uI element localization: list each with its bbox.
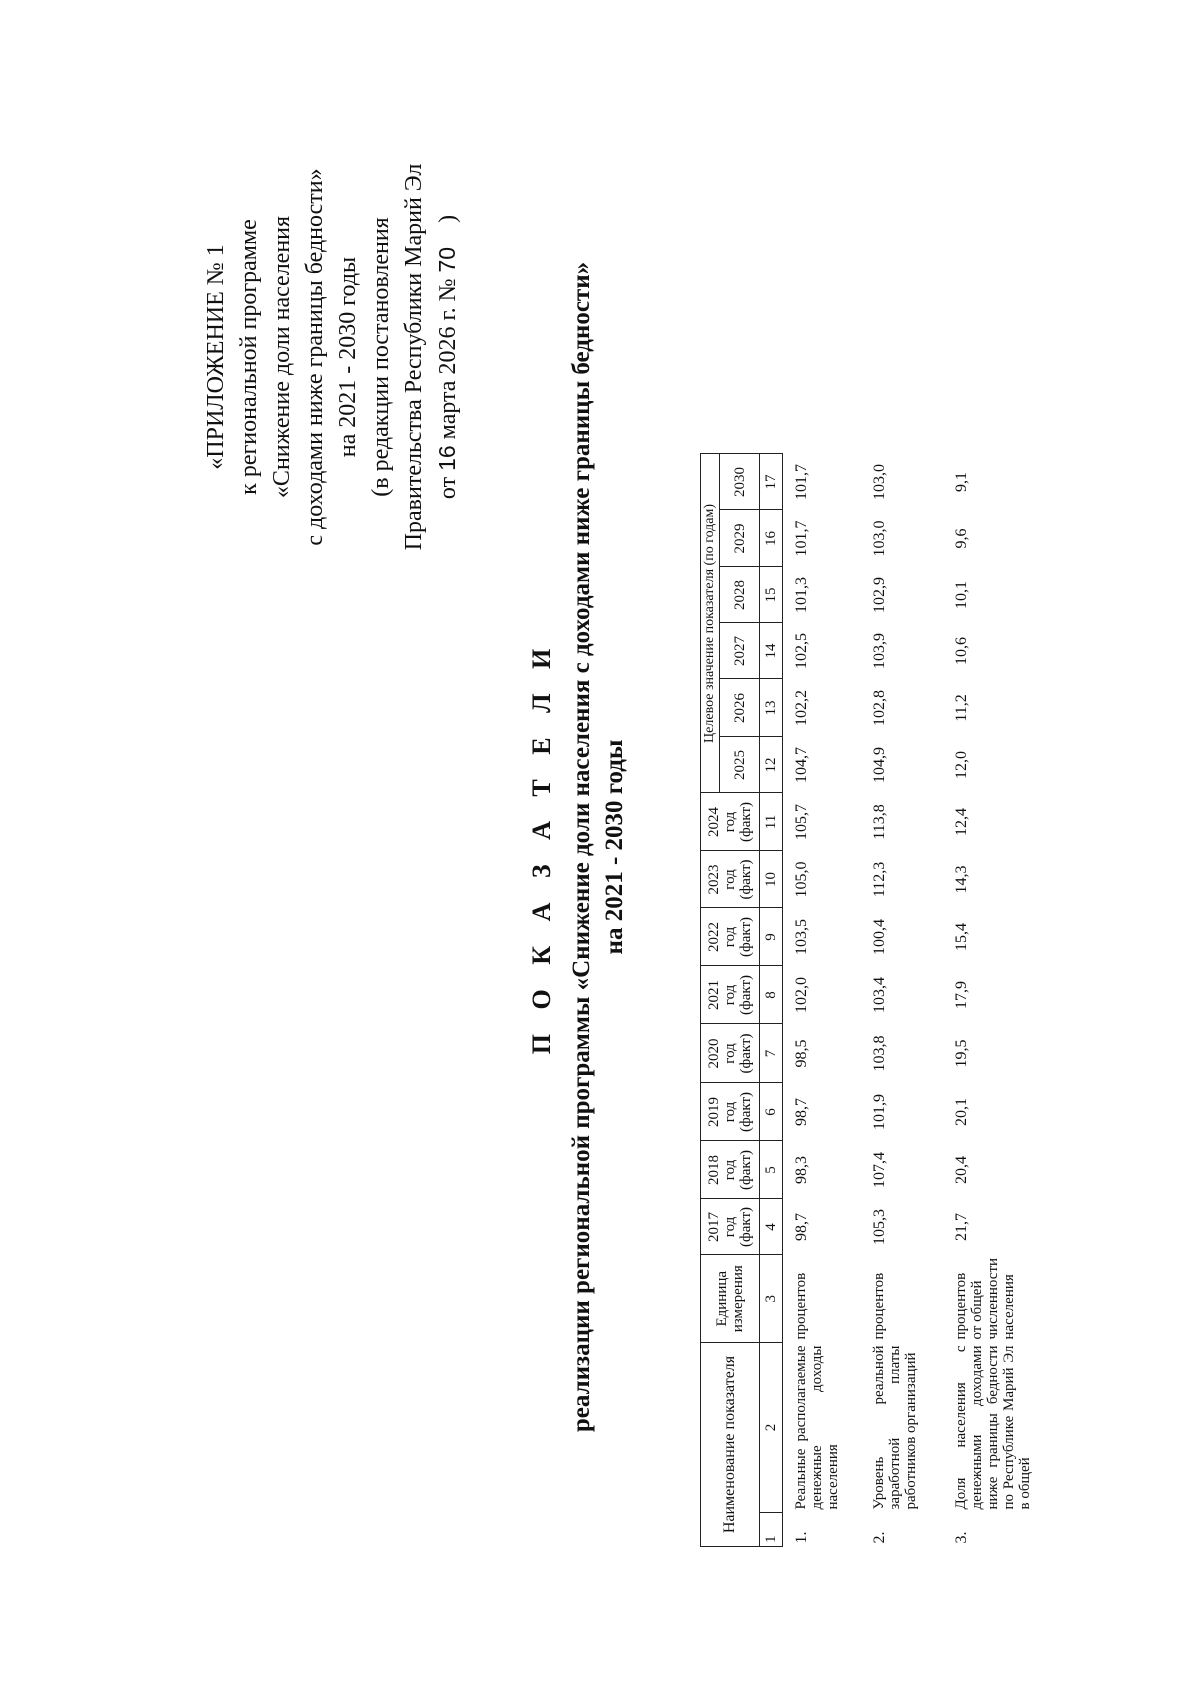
value-cell: 98,7 (793, 1212, 810, 1241)
value-cell: 20,4 (952, 1155, 970, 1184)
header-name: Наименование показателя (701, 1343, 760, 1547)
header-year-2027: 2027 (720, 623, 760, 679)
appendix-line: «Снижение доли населения (269, 215, 295, 499)
value-cell: 11,2 (952, 694, 970, 722)
row-number: 3. (952, 1531, 970, 1544)
column-number: 10 (760, 851, 783, 908)
column-number: 13 (760, 679, 783, 737)
value-cell: 15,4 (952, 922, 970, 951)
header-unit: Единица измерения (701, 1255, 760, 1343)
column-number: 3 (760, 1255, 783, 1343)
header-year-2021: 2021 год (факт) (701, 966, 760, 1024)
appendix-line: с доходами ниже границы бедности» (302, 168, 328, 546)
indicators-table-wrapper (700, 453, 1039, 1547)
value-cell: 103,9 (870, 632, 888, 669)
indicator-unit: процентов (793, 1272, 809, 1340)
column-numbers-row (760, 454, 783, 1547)
title-subheading: реализации региональной программы «Снижение доли населения с доходами ниже границы бедности» (568, 261, 595, 1433)
date-prefix: от (435, 476, 461, 500)
value-cell: 102,8 (870, 689, 888, 726)
column-number: 11 (760, 793, 783, 851)
value-cell: 21,7 (952, 1212, 970, 1241)
appendix-line: (в редакции постановления (368, 217, 394, 497)
value-cell: 105,3 (870, 1208, 888, 1245)
value-cell: 9,1 (952, 471, 970, 492)
date-middle: марта 2026 г. № (435, 278, 461, 440)
value-cell: 103,4 (870, 976, 888, 1013)
value-cell: 12,4 (952, 807, 970, 836)
table-body (783, 454, 1039, 1547)
header-year-2017: 2017 год (факт) (701, 1199, 760, 1255)
value-cell: 105,0 (793, 861, 810, 898)
table-row (943, 454, 1039, 1547)
date-day: 16 (434, 445, 460, 471)
value-cell: 102,0 (793, 976, 810, 1013)
column-number: 14 (760, 623, 783, 679)
column-number: 6 (760, 1083, 783, 1141)
value-cell: 105,7 (793, 803, 810, 840)
header-year-2022: 2022 год (факт) (701, 908, 760, 966)
column-number: 2 (760, 1343, 783, 1513)
value-cell: 112,3 (870, 861, 888, 898)
column-number: 15 (760, 567, 783, 623)
header-year-2028: 2028 (720, 567, 760, 623)
value-cell: 101,3 (793, 576, 810, 613)
header-target-group: Целевое значение показателя (по годам) (701, 454, 720, 793)
value-cell: 20,1 (952, 1097, 970, 1126)
title-period: на 2021 - 2030 годы (601, 739, 628, 955)
value-cell: 10,1 (952, 580, 970, 609)
value-cell: 10,6 (952, 636, 970, 665)
header-year-2019: 2019 год (факт) (701, 1083, 760, 1141)
value-cell: 98,3 (793, 1155, 810, 1184)
header-year-2024: 2024 год (факт) (701, 793, 760, 851)
header-year-2020: 2020 год (факт) (701, 1024, 760, 1083)
column-number: 16 (760, 510, 783, 567)
indicator-unit: процентов от общей численности населения (952, 1257, 1017, 1340)
value-cell: 107,4 (870, 1151, 888, 1188)
appendix-line: на 2021 - 2030 годы (335, 256, 361, 458)
appendix-header (200, 147, 465, 567)
value-cell: 104,7 (793, 746, 810, 783)
row-number: 2. (870, 1531, 888, 1544)
value-cell: 102,9 (870, 576, 888, 613)
column-number: 4 (760, 1199, 783, 1255)
column-number: 17 (760, 454, 783, 510)
header-year-2025: 2025 (720, 737, 760, 793)
column-number: 12 (760, 737, 783, 793)
value-cell: 102,5 (793, 632, 810, 669)
indicator-name: Реальные располагаемые денежные доходы населения (793, 1345, 841, 1510)
value-cell: 100,4 (870, 918, 888, 955)
column-number: 1 (760, 1513, 783, 1547)
indicator-unit: процентов (870, 1272, 887, 1340)
value-cell: 9,6 (952, 528, 970, 549)
date-suffix: ) (435, 214, 461, 223)
column-number: 9 (760, 908, 783, 966)
value-cell: 113,8 (870, 804, 888, 840)
value-cell: 14,3 (952, 865, 970, 894)
appendix-line: «ПРИЛОЖЕНИЕ № 1 (203, 244, 229, 470)
value-cell: 98,5 (793, 1039, 810, 1068)
row-number: 1. (793, 1531, 810, 1544)
header-year-2023: 2023 год (факт) (701, 851, 760, 908)
header-year-2018: 2018 год (факт) (701, 1141, 760, 1199)
value-cell: 12,0 (952, 750, 970, 779)
table-row (861, 454, 943, 1547)
header-year-2026: 2026 (720, 679, 760, 737)
table-row (783, 454, 861, 1547)
title-heading: П О К А З А Т Е Л И (527, 639, 556, 1055)
value-cell: 101,9 (870, 1093, 888, 1130)
value-cell: 17,9 (952, 980, 970, 1009)
value-cell: 19,5 (952, 1039, 970, 1068)
column-number: 5 (760, 1141, 783, 1199)
column-number: 8 (760, 966, 783, 1024)
indicators-table (700, 453, 1039, 1547)
value-cell: 103,0 (870, 463, 888, 500)
value-cell: 103,8 (870, 1035, 888, 1072)
document-title (525, 147, 631, 1547)
appendix-line: Правительства Республики Марий Эл (401, 163, 427, 551)
column-number: 7 (760, 1024, 783, 1083)
value-cell: 103,5 (793, 918, 810, 955)
indicator-name: Уровень реальной заработной платы работников организаций (870, 1345, 919, 1510)
value-cell: 98,7 (793, 1097, 810, 1126)
appendix-date-line (431, 147, 465, 567)
value-cell: 102,2 (793, 689, 810, 726)
header-year-2030: 2030 (720, 454, 760, 510)
value-cell: 101,7 (793, 520, 810, 557)
value-cell: 103,0 (870, 520, 888, 557)
decree-number: 70 (434, 246, 460, 273)
value-cell: 101,7 (793, 463, 810, 500)
indicator-name: Доля населения с денежными доходами ниже границы бедности по Республике Марий Эл в общей (952, 1345, 1033, 1510)
value-cell: 104,9 (870, 746, 888, 783)
header-year-2029: 2029 (720, 510, 760, 567)
appendix-line: к региональной программе (236, 219, 262, 495)
